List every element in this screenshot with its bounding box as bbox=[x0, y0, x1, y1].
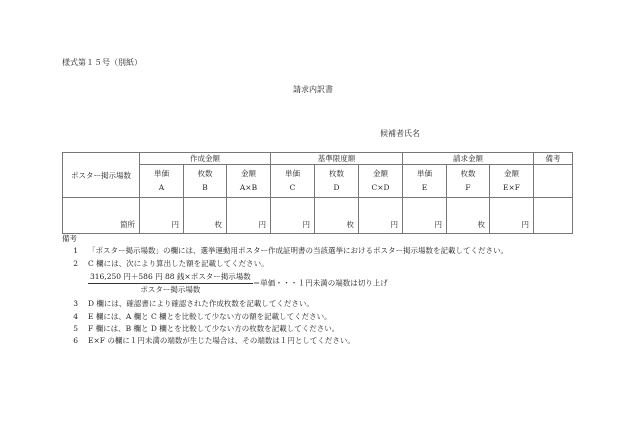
note-text: D 欄には、確認書により確認された作成枚数を記載してください。 bbox=[88, 299, 314, 309]
column-label: 枚数 bbox=[460, 169, 476, 178]
note-number: 4 bbox=[73, 311, 78, 321]
column-header-E×F bbox=[490, 165, 534, 198]
notes-section bbox=[62, 233, 508, 348]
column-code: B bbox=[202, 183, 208, 192]
column-code: F bbox=[465, 183, 471, 192]
column-code: E×F bbox=[503, 183, 520, 192]
group-remarks: 備考 bbox=[534, 153, 573, 165]
column-header-C bbox=[271, 165, 315, 198]
note-item bbox=[62, 258, 508, 270]
note-text: E×F の欄に１円未満の端数が生じた場合は、その端数は１円としてください。 bbox=[88, 336, 355, 346]
formula-numerator: 316,250 円＋586 円 88 銭×ポスター掲示場数 bbox=[88, 271, 253, 284]
value-cell-A[interactable] bbox=[140, 198, 184, 234]
form-number: 様式第１５号（別紙） bbox=[62, 58, 142, 67]
column-header-D bbox=[315, 165, 359, 198]
column-header-E bbox=[403, 165, 447, 198]
value-cell-A×B[interactable] bbox=[227, 198, 271, 234]
column-code: C×D bbox=[371, 183, 390, 192]
column-header-A×B bbox=[227, 165, 271, 198]
poster-count-cell bbox=[63, 198, 140, 234]
note-text: E 欄には、A 欄と C 欄とを比較して少ない方の額を記載してください。 bbox=[88, 311, 332, 321]
column-label: 金額 bbox=[241, 169, 256, 178]
note-text: C 欄には、次により算出した額を記載してください。 bbox=[88, 258, 269, 268]
note-number: 6 bbox=[73, 336, 78, 346]
formula-denominator: ポスター掲示場数 bbox=[140, 285, 201, 295]
group-claim-amount: 請求金額 bbox=[403, 153, 534, 165]
column-code: E bbox=[421, 183, 428, 192]
column-label: 単価 bbox=[154, 169, 169, 178]
unit-label: 箇所 bbox=[120, 220, 135, 229]
value-cell-E[interactable] bbox=[403, 198, 447, 234]
formula-result: ＝単価・・・１円未満の端数は切り上げ bbox=[252, 278, 388, 288]
column-label: 金額 bbox=[373, 169, 388, 178]
value-cell-D[interactable] bbox=[315, 198, 359, 234]
column-header-F bbox=[447, 165, 490, 198]
group-production-amount: 作成金額 bbox=[140, 153, 271, 165]
note-item bbox=[62, 298, 508, 310]
unit-label: 枚 bbox=[214, 220, 222, 229]
note-item bbox=[62, 245, 508, 257]
column-label: 金額 bbox=[504, 169, 519, 178]
remarks-value-cell[interactable] bbox=[534, 198, 573, 234]
value-cell-C×D[interactable] bbox=[359, 198, 403, 234]
column-code: A bbox=[158, 183, 165, 192]
column-header-C×D bbox=[359, 165, 403, 198]
column-header-B bbox=[184, 165, 227, 198]
column-label: 枚数 bbox=[329, 169, 344, 178]
note-item bbox=[62, 335, 508, 347]
note-text: F 欄には、B 欄と D 欄とを比較して少ない方の枚数を記載してください。 bbox=[88, 324, 340, 334]
unit-label: 円 bbox=[521, 220, 529, 229]
value-cell-F[interactable] bbox=[447, 198, 490, 234]
notes-heading: 備考 bbox=[62, 234, 77, 243]
note-number: 5 bbox=[73, 324, 78, 334]
note-number: 1 bbox=[73, 246, 78, 256]
note-number: 3 bbox=[73, 299, 78, 309]
value-cell-B[interactable] bbox=[184, 198, 227, 234]
column-code: A×B bbox=[239, 183, 258, 192]
unit-label: 円 bbox=[171, 220, 179, 229]
itemized-table bbox=[62, 152, 573, 234]
unit-label: 円 bbox=[434, 220, 442, 229]
column-code: D bbox=[333, 183, 340, 192]
column-header-A bbox=[140, 165, 184, 198]
note-item bbox=[62, 311, 508, 323]
value-cell-E×F[interactable] bbox=[490, 198, 534, 234]
column-label: 単価 bbox=[285, 169, 300, 178]
unit-label: 円 bbox=[258, 220, 266, 229]
column-label: 単価 bbox=[417, 169, 432, 178]
column-label: 枚数 bbox=[197, 169, 213, 178]
unit-label: 円 bbox=[390, 220, 398, 229]
column-code: C bbox=[289, 183, 296, 192]
document-title: 請求内訳書 bbox=[293, 85, 333, 94]
unit-price-formula bbox=[88, 271, 508, 297]
note-text: 「ポスター掲示場数」の欄には、選挙運動用ポスター作成証明書の当該選挙におけるポスター掲示場数を記載してください。 bbox=[88, 246, 508, 256]
formula-fraction bbox=[88, 271, 253, 297]
note-number: 2 bbox=[73, 258, 78, 268]
value-cell-C[interactable] bbox=[271, 198, 315, 234]
unit-label: 枚 bbox=[346, 220, 354, 229]
candidate-name-label: 候補者氏名 bbox=[380, 129, 420, 138]
group-limit-amount: 基準限度額 bbox=[271, 153, 403, 165]
note-item bbox=[62, 323, 508, 335]
unit-label: 枚 bbox=[477, 220, 485, 229]
remarks-header-cell bbox=[534, 165, 573, 198]
unit-label: 円 bbox=[302, 220, 310, 229]
poster-count-header: ポスター掲示場数 bbox=[63, 153, 140, 198]
